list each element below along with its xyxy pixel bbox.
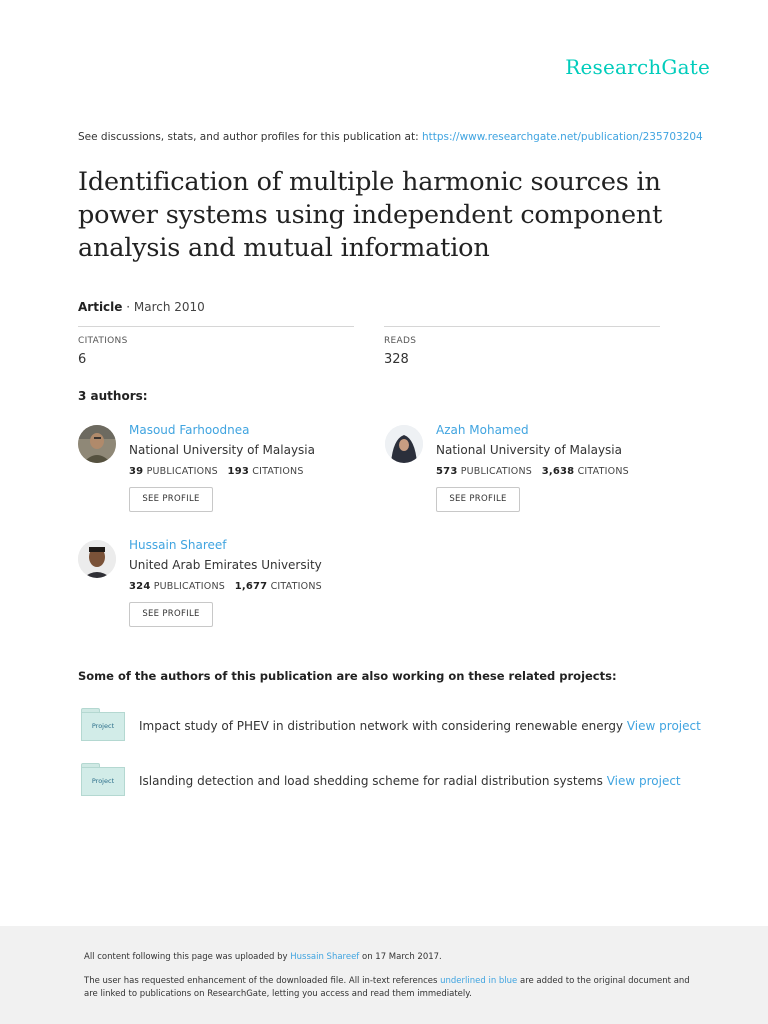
project-description	[139, 719, 701, 733]
project-title: Islanding detection and load shedding scheme for radial distribution systems	[139, 774, 607, 788]
paper-title	[78, 166, 698, 265]
view-project-link[interactable]: View project	[626, 719, 701, 733]
citations-label: CITATIONS	[78, 336, 128, 346]
article-date: March 2010	[133, 300, 205, 314]
project-icon-label: Project	[91, 722, 115, 730]
author-institution: United Arab Emirates University	[129, 558, 322, 572]
underlined-in-blue-text: underlined in blue	[440, 976, 518, 986]
reads-stat	[384, 326, 660, 367]
publications-count: 573	[436, 466, 458, 477]
see-discussions-text: See discussions, stats, and author profiles for this publication at:	[78, 131, 422, 143]
avatar-photo-icon	[385, 425, 423, 463]
project-item	[81, 763, 721, 797]
article-meta	[78, 300, 205, 314]
see-profile-button[interactable]: SEE PROFILE	[129, 487, 213, 512]
avatar-photo-icon	[78, 540, 116, 578]
author-card	[78, 423, 378, 518]
author-name-link[interactable]: Hussain Shareef	[129, 538, 227, 552]
publication-url-link[interactable]: https://www.researchgate.net/publication/235703204	[421, 131, 703, 143]
avatar[interactable]	[78, 425, 116, 463]
author-info	[129, 423, 315, 512]
publications-label: PUBLICATIONS	[460, 466, 533, 477]
view-project-link[interactable]: View project	[606, 774, 681, 788]
publications-label: PUBLICATIONS	[146, 466, 218, 477]
article-type: Article	[78, 300, 123, 314]
publications-count: 39	[129, 466, 144, 477]
title-line-2: power systems using independent component	[78, 200, 663, 230]
note-prefix: The user has requested enhancement of the downloaded file. All in-text references	[84, 976, 441, 986]
author-name-link[interactable]: Masoud Farhoodnea	[129, 423, 250, 437]
reads-value: 328	[384, 352, 409, 367]
publications-label: PUBLICATIONS	[153, 581, 226, 592]
note-suffix: are added to the original document and are linked to publications on ResearchGate, letting you access and read them immediately.	[84, 976, 690, 999]
author-institution: National University of Malaysia	[129, 443, 315, 457]
uploader-link[interactable]: Hussain Shareef	[290, 952, 360, 962]
related-projects-heading: Some of the authors of this publication are also working on these related projects:	[78, 669, 617, 683]
citations-count: 1,677	[234, 581, 268, 592]
citations-value: 6	[78, 352, 87, 367]
upload-prefix: All content following this page was uploaded by	[84, 952, 291, 962]
upload-notice	[84, 952, 442, 962]
project-folder-icon[interactable]	[81, 763, 125, 797]
see-profile-button[interactable]: SEE PROFILE	[436, 487, 520, 512]
author-stats	[129, 581, 322, 592]
meta-separator: ·	[122, 300, 134, 314]
title-line-1: Identification of multiple harmonic sources in	[78, 167, 661, 197]
reads-label: READS	[384, 336, 417, 346]
avatar[interactable]	[385, 425, 423, 463]
author-card	[78, 538, 378, 633]
avatar-photo-icon	[78, 425, 116, 463]
author-stats	[436, 466, 629, 477]
project-title: Impact study of PHEV in distribution network with considering renewable energy	[139, 719, 627, 733]
citations-label: CITATIONS	[270, 581, 322, 592]
publication-link-line	[78, 131, 703, 143]
avatar[interactable]	[78, 540, 116, 578]
title-line-3: analysis and mutual information	[78, 233, 490, 263]
author-institution: National University of Malaysia	[436, 443, 622, 457]
project-item	[81, 708, 721, 742]
author-stats	[129, 466, 315, 477]
citations-count: 3,638	[541, 466, 575, 477]
project-icon-label: Project	[91, 777, 115, 785]
citations-label: CITATIONS	[252, 466, 304, 477]
footer	[0, 926, 768, 1024]
researchgate-logo[interactable]: ResearchGate	[565, 55, 710, 79]
citations-label: CITATIONS	[577, 466, 629, 477]
upload-suffix: on 17 March 2017.	[359, 952, 442, 962]
project-description	[139, 774, 681, 788]
citations-stat	[78, 326, 354, 367]
see-profile-button[interactable]: SEE PROFILE	[129, 602, 213, 627]
author-card	[385, 423, 685, 518]
project-folder-icon[interactable]	[81, 708, 125, 742]
enhancement-notice	[84, 975, 704, 1000]
author-info	[436, 423, 629, 512]
author-info	[129, 538, 322, 627]
author-name-link[interactable]: Azah Mohamed	[436, 423, 529, 437]
authors-heading: 3 authors:	[78, 389, 148, 403]
citations-count: 193	[227, 466, 250, 477]
publications-count: 324	[129, 581, 151, 592]
